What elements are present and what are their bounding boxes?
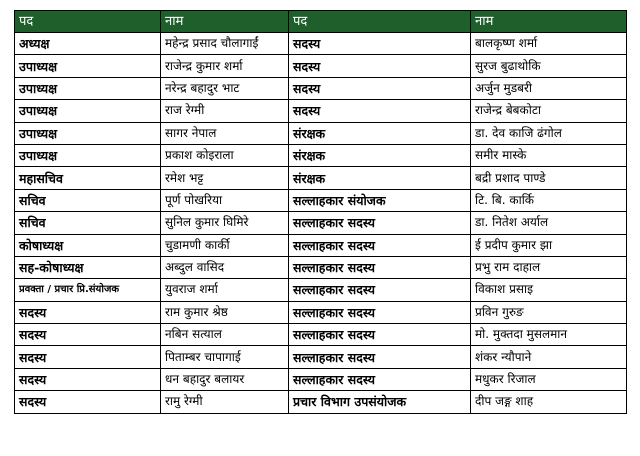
cell-post-left: कोषाध्यक्ष (15, 234, 161, 256)
cell-name-left: राम कुमार श्रेष्ठ (161, 301, 289, 323)
cell-name-left: पूर्ण पोखरिया (161, 189, 289, 211)
cell-name-right: टि. बि. कार्कि (471, 189, 627, 211)
cell-post-right: सल्लाहकार सदस्य (289, 279, 471, 301)
cell-post-left: अध्यक्ष (15, 33, 161, 55)
cell-post-right: सल्लाहकार सदस्य (289, 234, 471, 256)
cell-post-left: सदस्य (15, 368, 161, 390)
cell-name-left: चुडामणी कार्की (161, 234, 289, 256)
committee-table (14, 10, 627, 414)
cell-name-right: डा. देव काजि ढंगोल (471, 122, 627, 144)
cell-name-left: प्रकाश कोइराला (161, 144, 289, 166)
table-row (15, 391, 627, 413)
cell-post-left: उपाध्यक्ष (15, 100, 161, 122)
cell-post-left: सदस्य (15, 301, 161, 323)
cell-name-right: बालकृष्ण शर्मा (471, 33, 627, 55)
table-row (15, 346, 627, 368)
cell-post-right: सदस्य (289, 100, 471, 122)
table-body (15, 33, 627, 414)
cell-name-left: अब्दुल वासिद (161, 256, 289, 278)
table-row (15, 167, 627, 189)
cell-post-right: सदस्य (289, 33, 471, 55)
cell-name-right: समीर मास्के (471, 144, 627, 166)
table-row (15, 55, 627, 77)
cell-name-right: राजेन्द्र बेबकोटा (471, 100, 627, 122)
header-post-1: पद (15, 11, 161, 33)
cell-post-right: सदस्य (289, 55, 471, 77)
table-row (15, 234, 627, 256)
cell-post-right: सल्लाहकार सदस्य (289, 368, 471, 390)
cell-post-left: उपाध्यक्ष (15, 122, 161, 144)
cell-name-left: महेन्द्र प्रसाद चौलागाईं (161, 33, 289, 55)
header-name-2: नाम (471, 11, 627, 33)
cell-post-right: सल्लाहकार सदस्य (289, 301, 471, 323)
cell-name-left: नरेन्द्र बहादुर भाट (161, 77, 289, 99)
cell-post-right: संरक्षक (289, 144, 471, 166)
cell-name-left: राज रेग्मी (161, 100, 289, 122)
cell-name-left: सुनिल कुमार घिमिरे (161, 212, 289, 234)
header-name-1: नाम (161, 11, 289, 33)
cell-post-left: सदस्य (15, 346, 161, 368)
cell-name-left: पिताम्बर चापागाई (161, 346, 289, 368)
table-row (15, 33, 627, 55)
cell-name-left: सागर नेपाल (161, 122, 289, 144)
cell-post-right: सल्लाहकार सदस्य (289, 346, 471, 368)
table-row (15, 100, 627, 122)
cell-name-right: मधुकर रिजाल (471, 368, 627, 390)
table-row (15, 256, 627, 278)
table-row (15, 77, 627, 99)
cell-name-right: अर्जुन मुडबरी (471, 77, 627, 99)
table-row (15, 324, 627, 346)
cell-post-right: सल्लाहकार सदस्य (289, 256, 471, 278)
cell-name-right: ई प्रदीप कुमार झा (471, 234, 627, 256)
table-row (15, 368, 627, 390)
cell-post-left: उपाध्यक्ष (15, 55, 161, 77)
cell-name-right: शंकर न्यौपाने (471, 346, 627, 368)
committee-table-container (14, 10, 626, 414)
cell-name-right: विकाश प्रसाइ (471, 279, 627, 301)
table-header-row (15, 11, 627, 33)
cell-post-left: उपाध्यक्ष (15, 77, 161, 99)
cell-name-right: मो. मुक्तदा मुसलमान (471, 324, 627, 346)
cell-post-right: सल्लाहकार सदस्य (289, 212, 471, 234)
cell-post-left: सदस्य (15, 391, 161, 413)
cell-post-right: प्रचार विभाग उपसंयोजक (289, 391, 471, 413)
cell-name-right: सुरज बुढाथोकि (471, 55, 627, 77)
cell-name-right: बद्री प्रशाद पाण्डे (471, 167, 627, 189)
cell-name-right: दीप जङ्ग शाह (471, 391, 627, 413)
cell-name-left: धन बहादुर बलायर (161, 368, 289, 390)
cell-post-right: सल्लाहकार संयोजक (289, 189, 471, 211)
cell-name-left: नबिन सत्याल (161, 324, 289, 346)
cell-name-right: डा. नितेश अर्याल (471, 212, 627, 234)
cell-post-left: सचिव (15, 212, 161, 234)
cell-name-left: युवराज शर्मा (161, 279, 289, 301)
table-row (15, 144, 627, 166)
cell-name-left: रामु रेग्मी (161, 391, 289, 413)
cell-name-right: प्रविन गुरुङ (471, 301, 627, 323)
cell-post-right: सल्लाहकार सदस्य (289, 324, 471, 346)
cell-post-left: सदस्य (15, 324, 161, 346)
table-row (15, 301, 627, 323)
cell-post-left: सह-कोषाध्यक्ष (15, 256, 161, 278)
cell-post-right: सदस्य (289, 77, 471, 99)
table-row (15, 189, 627, 211)
cell-post-right: संरक्षक (289, 122, 471, 144)
cell-name-left: रमेश भट्ट (161, 167, 289, 189)
cell-post-left: प्रवक्ता / प्रचार प्रि.संयोजक (15, 279, 161, 301)
table-row (15, 279, 627, 301)
cell-name-right: प्रभु राम दाहाल (471, 256, 627, 278)
cell-post-left: उपाध्यक्ष (15, 144, 161, 166)
cell-post-left: सचिव (15, 189, 161, 211)
table-row (15, 122, 627, 144)
cell-post-left: महासचिव (15, 167, 161, 189)
cell-post-right: संरक्षक (289, 167, 471, 189)
header-post-2: पद (289, 11, 471, 33)
table-row (15, 212, 627, 234)
cell-name-left: राजेन्द्र कुमार शर्मा (161, 55, 289, 77)
